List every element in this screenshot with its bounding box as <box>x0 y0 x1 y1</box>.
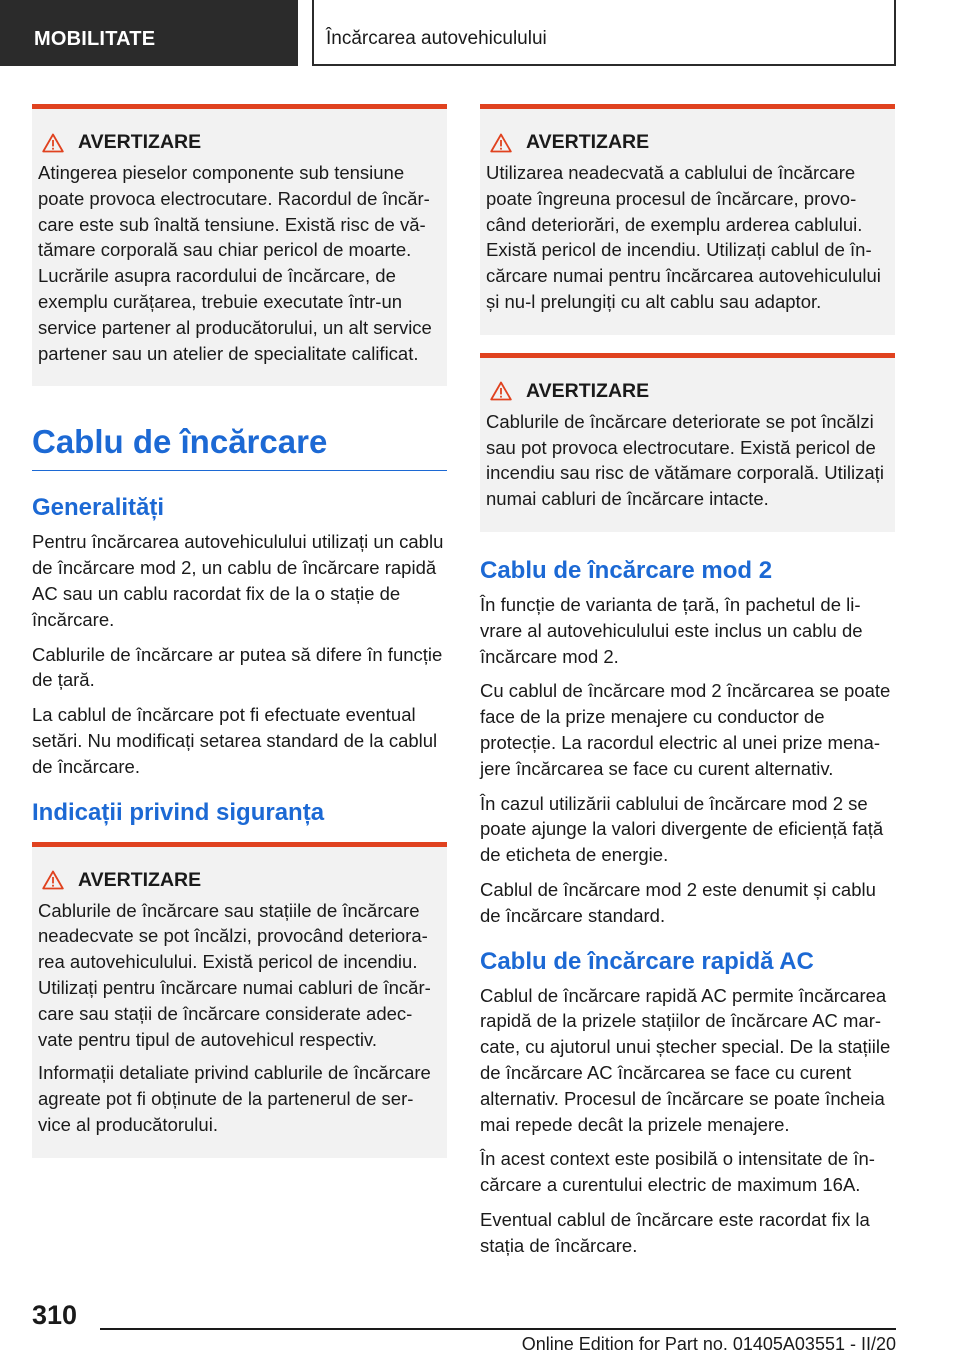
warning-header <box>490 380 885 403</box>
paragraph: În cazul utilizării cablului de încărcare mod 2 se poate ajunge la valori divergente de eficiență față de eticheta de energie. <box>480 792 884 866</box>
chapter-title: Încărcarea autovehiculului <box>312 0 896 66</box>
left-column <box>32 104 447 1176</box>
warning-triangle-icon <box>42 870 64 890</box>
paragraph: Pentru încărcarea autovehiculului utilizați un cablu de încărcare mod 2, un cablu de încărcare rapidă AC sau un cablu racordat fix de la o stație de încărcare. <box>32 531 444 630</box>
warning-header <box>490 131 885 154</box>
warning-triangle-icon <box>490 381 512 401</box>
page-footer <box>0 1290 960 1362</box>
footer-divider <box>100 1328 896 1330</box>
warning-text: Cablurile de încărcare deteriorate se pot încălzi sau pot provoca electrocutare. Există pericol de incendiu sau risc de vătămare corporală. Utilizați numai cabluri de încărcare intacte. <box>486 410 884 510</box>
heading-rapid-ac-cable: Cablu de încărcare rapidă AC <box>480 947 814 975</box>
paragraph: Eventual cablul de încărcare este racordat fix la stația de încărcare. <box>480 1208 870 1256</box>
section-tab: MOBILITATE <box>0 0 298 66</box>
warning-box-electrocution <box>32 104 447 386</box>
warning-header <box>42 869 437 892</box>
warning-box-improper-use <box>480 104 895 335</box>
heading-safety: Indicații privind siguranța <box>32 798 325 826</box>
page-number: 310 <box>32 1300 78 1330</box>
warning-text: Informații detaliate privind cablurile de încărcare agreate pot fi obținute de la partenerul de service al producătorului. <box>38 1062 431 1135</box>
warning-title: AVERTIZARE <box>78 868 202 891</box>
paragraph: În funcție de varianta de țară, în pachetul de livrare al autovehiculului este inclus un cablu de încărcare mod 2. <box>480 593 863 667</box>
paragraph: Cablurile de încărcare ar putea să difere în funcție de țară. <box>32 643 443 691</box>
heading-general: Generalități <box>32 494 165 522</box>
right-column <box>480 104 895 1268</box>
warning-text: Cablurile de încărcare sau stațiile de încărcare neadecvate se pot încălzi, provocând deteriorarea autovehiculului. Există pericol de incendiu. Utilizați pentru încărcare numai cabluri de încărcare sau stații de încărcare considerate adecvate pentru tipul de autovehicul respectiv. <box>38 899 431 1050</box>
paragraph: Cu cablul de încărcare mod 2 încărcarea se poate face de la prize menajere cu conductor de protecție. La racordul electric al unei prize menajere încărcarea se face cu curent alternativ. <box>480 680 891 779</box>
edition-info: Online Edition for Part no. 01405A03551 - II/20 <box>521 1334 896 1354</box>
paragraph: În acest context este posibilă o intensitate de încărcare a curentului electric de maximum 16A. <box>480 1148 875 1196</box>
warning-triangle-icon <box>42 133 64 153</box>
warning-text: Atingerea pieselor componente sub tensiune poate provoca electrocutare. Racordul de încărcare este sub înaltă tensiune. Există risc de vătămare corporală sau chiar pericol de moarte. Lucrările asupra racordului de încărcare, de exemplu curățarea, trebuie executate într-un service partener al producătorului, un alt service partener sau un atelier de specialitate calificat. <box>38 162 432 364</box>
paragraph: La cablul de încărcare pot fi efectuate eventual setări. Nu modificați setarea standard de la cablul de încărcare. <box>32 704 438 777</box>
page-header <box>0 0 960 66</box>
heading-mode2-cable: Cablu de încărcare mod 2 <box>480 556 773 584</box>
warning-header <box>42 131 437 154</box>
warning-text: Utilizarea neadecvată a cablului de încărcare poate îngreuna procesul de încărcare, provocând deteriorări, de exemplu arderea cablului. Există pericol de incendiu. Utilizați cablul de încărcare numai pentru încărcarea autovehiculului și nu-l prelungiți cu alt cablu sau adaptor. <box>486 162 881 312</box>
warning-title: AVERTIZARE <box>78 131 202 153</box>
warning-box-unsuitable-cables <box>32 842 447 1158</box>
warning-title: AVERTIZARE <box>526 379 650 402</box>
warning-box-damaged-cables <box>480 353 895 532</box>
section-title: Cablu de încărcare <box>32 422 447 471</box>
warning-triangle-icon <box>490 133 512 153</box>
warning-title: AVERTIZARE <box>526 131 650 153</box>
paragraph: Cablul de încărcare rapidă AC permite încărcarea rapidă de la prizele stațiilor de încărcare AC marcate, cu ajutorul unui ștecher special. De la stațiile de încărcare AC încărcarea se face cu curent alternativ. Procesul de încărcare se poate încheia mai repede decât la prizele menajere. <box>480 984 891 1135</box>
paragraph: Cablul de încărcare mod 2 este denumit și cablu de încărcare standard. <box>480 878 876 926</box>
